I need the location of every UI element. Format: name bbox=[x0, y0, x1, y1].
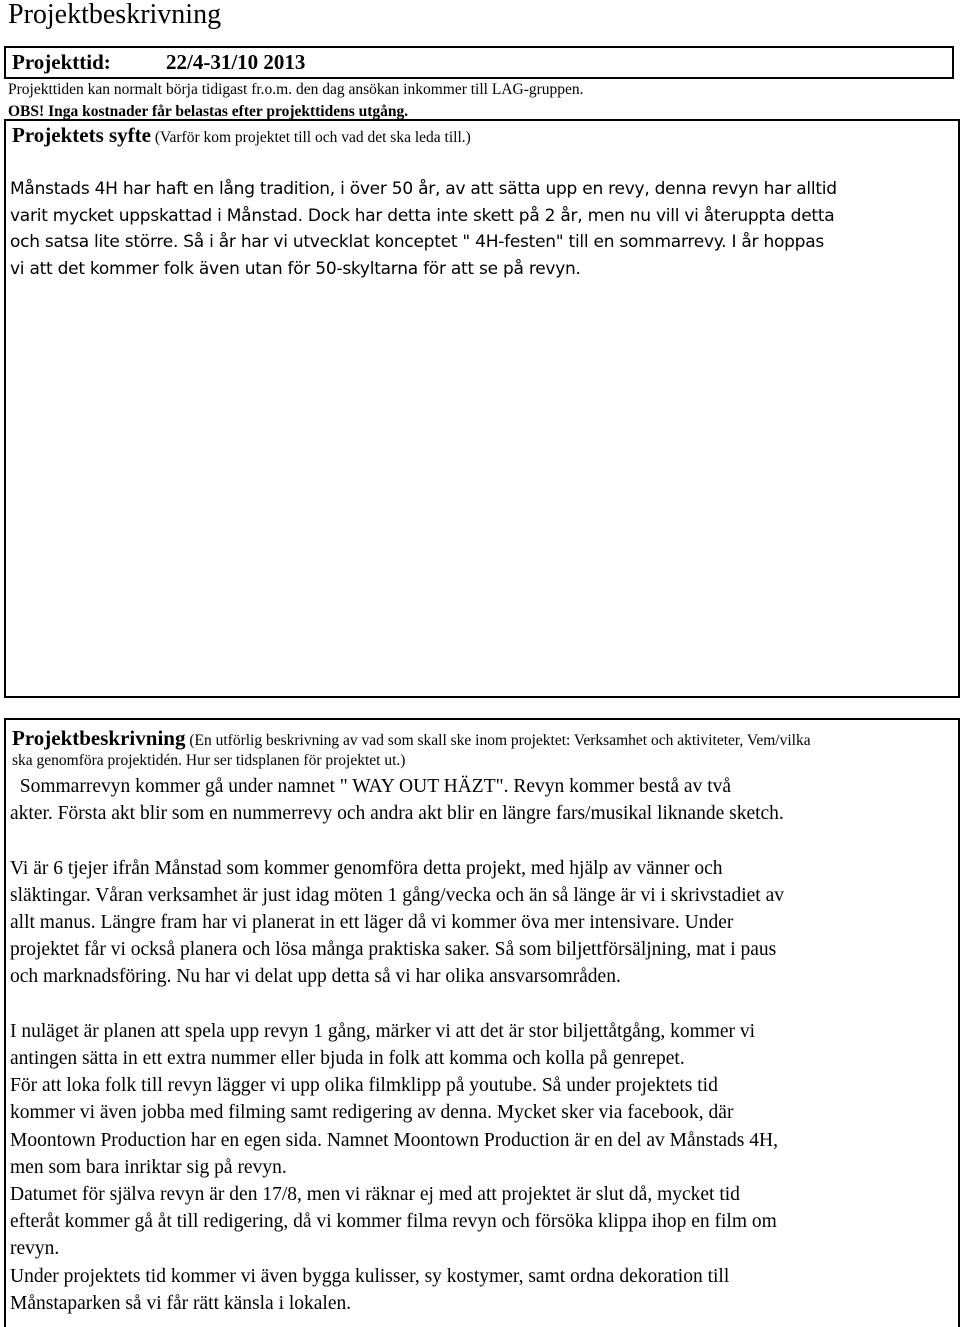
description-line: antingen sätta in ett extra nummer eller bjuda in folk att komma och kolla på genrepet. bbox=[10, 1048, 685, 1069]
description-line: akter. Första akt blir som en nummerrevy och andra akt blir en längre fars/musikal liknande sketch. bbox=[10, 803, 784, 825]
description-line: och marknadsföring. Nu har vi delat upp detta så vi har olika ansvarsområden. bbox=[10, 966, 621, 988]
obs-text: Inga kostnader får belastas efter projekttidens utgång. bbox=[44, 103, 409, 120]
project-purpose-hint: (Varför kom projektet till och vad det ska leda till.) bbox=[150, 129, 471, 146]
description-line: projektet får vi också planera och lösa många praktiska saker. Så som biljettförsäljning, mat i paus bbox=[10, 939, 777, 961]
description-line: I nuläget är planen att spela upp revyn 1 gång, märker vi att det är stor biljettåtgång, kommer vi bbox=[10, 1020, 756, 1042]
purpose-line: vi att det kommer folk även utan för 50-skyltarna för att se på revyn. bbox=[10, 258, 581, 279]
description-line: allt manus. Längre fram har vi planerat in ett läger då vi kommer öva mer intensivare. Under bbox=[10, 912, 734, 933]
description-line: Datumet för själva revyn är den 17/8, men vi räknar ej med att projektet är slut då, mycket tid bbox=[10, 1184, 740, 1206]
project-description-section bbox=[4, 718, 960, 1327]
description-line: Vi är 6 tjejer ifrån Månstad som kommer genomföra detta projekt, med hjälp av vänner och bbox=[10, 857, 723, 879]
project-period-box bbox=[4, 46, 954, 79]
purpose-line: varit mycket uppskattad i Månstad. Dock har detta inte skett på 2 år, men nu vill vi återuppta detta bbox=[10, 205, 835, 226]
description-line: släktingar. Våran verksamhet är just idag möten 1 gång/vecka och än så länge är vi i skrivstadiet av bbox=[10, 884, 784, 906]
page-title: Projektbeskrivning bbox=[8, 0, 222, 30]
purpose-line: och satsa lite större. Så i år har vi utvecklat konceptet " 4H-festen" till en sommarrevy. I år hoppas bbox=[10, 232, 824, 252]
description-line: Moontown Production har en egen sida. Namnet Moontown Production är en del av Månstads 4H, bbox=[10, 1129, 778, 1151]
description-line: Sommarrevyn kommer gå under namnet " WAY OUT HÄZT". Revyn kommer bestå av två bbox=[10, 776, 732, 797]
description-line: efteråt kommer gå åt till redigering, då vi kommer filma revyn och försöka klippa ihop en film om bbox=[10, 1211, 777, 1233]
project-description-text bbox=[10, 773, 955, 1317]
description-line: Under projektets tid kommer vi även bygga kulisser, sy kostymer, samt ordna dekoration till bbox=[10, 1265, 730, 1287]
paragraph-gap bbox=[10, 991, 955, 1018]
description-line: För att loka folk till revyn lägger vi upp olika filmklipp på youtube. Så under projektets tid bbox=[10, 1075, 718, 1097]
description-line: revyn. bbox=[10, 1238, 60, 1260]
project-purpose-section bbox=[4, 119, 960, 698]
project-description-heading: Projektbeskrivning bbox=[12, 726, 186, 750]
description-line: kommer vi även jobba med filming samt redigering av denna. Mycket sker via facebook, där bbox=[10, 1102, 734, 1124]
project-purpose-text bbox=[10, 176, 950, 282]
project-description-hint-2: ska genomföra projektidén. Hur ser tidsplanen för projektet ut.) bbox=[12, 752, 406, 769]
project-period-label: Projekttid: bbox=[12, 50, 111, 74]
purpose-line: Månstads 4H har haft en lång tradition, i över 50 år, av att sätta upp en revy, denna revyn har alltid bbox=[10, 179, 837, 199]
paragraph-gap bbox=[10, 827, 955, 854]
project-period-value: 22/4-31/10 2013 bbox=[166, 50, 306, 74]
project-period-note: Projekttiden kan normalt börja tidigast fr.o.m. den dag ansökan inkommer till LAG-gruppen. bbox=[8, 81, 584, 98]
project-purpose-header bbox=[12, 125, 471, 148]
project-description-header bbox=[12, 728, 811, 751]
obs-label: OBS! bbox=[8, 103, 45, 120]
description-line: men som bara inriktar sig på revyn. bbox=[10, 1156, 287, 1178]
description-line: Månstaparken så vi får rätt känsla i lokalen. bbox=[10, 1292, 352, 1314]
project-description-hint: (En utförlig beskrivning av vad som skall ske inom projektet: Verksamhet och aktiviteter, Vem/vilka bbox=[185, 732, 811, 749]
project-purpose-heading: Projektets syfte bbox=[12, 123, 151, 147]
